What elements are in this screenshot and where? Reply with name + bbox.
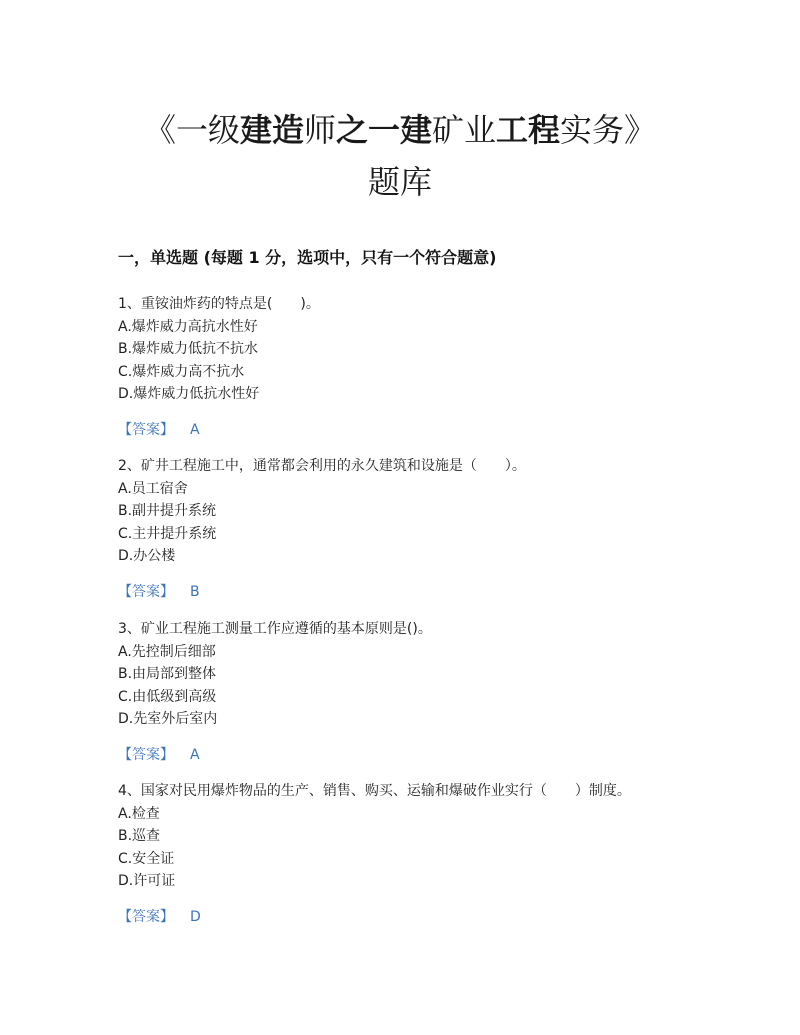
option-c: C.主井提升系统 (118, 525, 217, 542)
option-a: A.检查 (118, 805, 160, 822)
answer-letter: B (190, 583, 200, 600)
answer-letter: A (190, 746, 200, 763)
option-c: C.安全证 (118, 850, 175, 867)
question-stem: 4、国家对民用爆炸物品的生产、销售、购买、运输和爆破作业实行（ ）制度。 (118, 783, 631, 799)
option-d: D.先室外后室内 (118, 711, 218, 727)
option-a: A.员工宿舍 (118, 480, 188, 497)
title-segment: 工程 (496, 111, 561, 149)
option-d: D.许可证 (118, 873, 176, 889)
title-segment: 矿业 (432, 111, 497, 149)
question-stem: 3、矿业工程施工测量工作应遵循的基本原则是()。 (118, 621, 432, 637)
question-block (118, 618, 718, 766)
section-heading: 一，单选题 (每题 1 分，选项中，只有一个符合题意) (118, 248, 497, 267)
answer-line (118, 419, 718, 441)
answer-label: 【答案】 (118, 908, 174, 925)
option-b: B.巡查 (118, 828, 161, 844)
question-block (118, 293, 718, 441)
title-segment: 之一建 (335, 111, 432, 149)
answer-letter: D (190, 908, 201, 925)
title-segment: 实务》 (560, 111, 657, 149)
question-block (118, 455, 718, 603)
question-stem: 1、重铵油炸药的特点是( )。 (118, 296, 320, 312)
option-a: A.爆炸威力高抗水性好 (118, 318, 258, 335)
answer-line (118, 581, 718, 603)
answer-label: 【答案】 (118, 583, 174, 600)
answer-label: 【答案】 (118, 421, 174, 438)
answer-line (118, 906, 718, 928)
option-d: D.爆炸威力低抗水性好 (118, 386, 260, 402)
option-d: D.办公楼 (118, 548, 176, 564)
answer-line (118, 744, 718, 766)
option-c: C.爆炸威力高不抗水 (118, 363, 245, 380)
answer-letter: A (190, 421, 200, 438)
option-a: A.先控制后细部 (118, 643, 216, 660)
question-stem: 2、矿井工程施工中，通常都会利用的永久建筑和设施是（ ）。 (118, 458, 526, 474)
title-segment: 《一级 (143, 111, 240, 149)
answer-label: 【答案】 (118, 746, 174, 763)
title-segment: 师 (303, 111, 336, 149)
option-c: C.由低级到高级 (118, 688, 217, 705)
option-b: B.由局部到整体 (118, 666, 217, 682)
document-title (60, 106, 740, 154)
title-segment: 建造 (239, 111, 304, 149)
question-block (118, 780, 718, 928)
option-b: B.副井提升系统 (118, 503, 217, 519)
option-b: B.爆炸威力低抗不抗水 (118, 341, 259, 357)
document-title-line2: 题库 (367, 163, 432, 201)
